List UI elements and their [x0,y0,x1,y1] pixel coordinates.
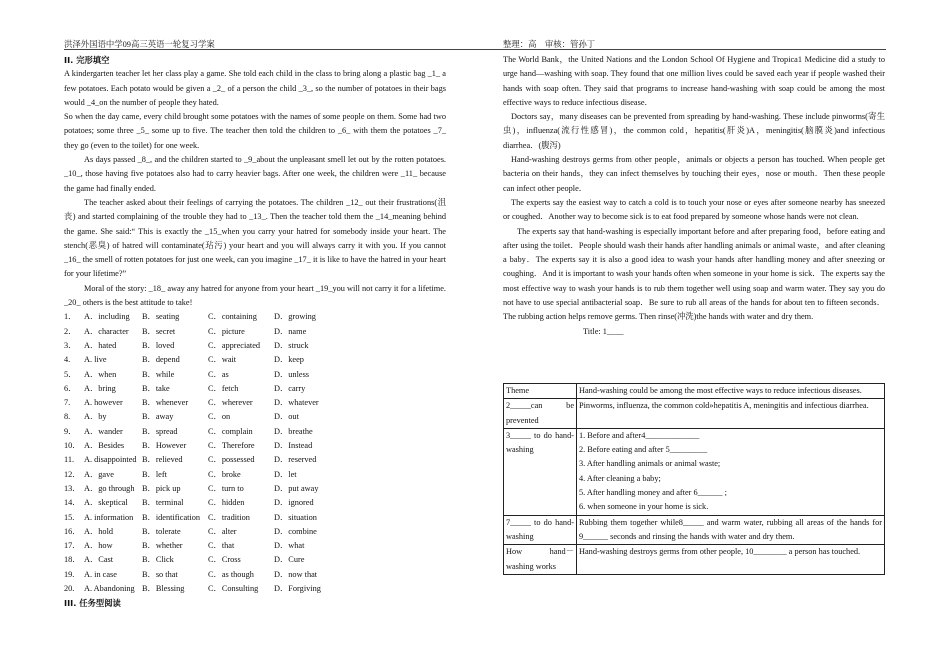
option-number: 1． [64,312,77,322]
table-content-cell [577,515,885,545]
table-label-cell: How hand－washing works [504,545,577,575]
option-choice: D．struck [274,340,309,350]
option-choice: D．Forgiving [274,583,321,593]
option-choice: B．spread [142,426,178,436]
option-number: 15. [64,512,75,522]
option-number: 18． [64,555,81,565]
option-number: 6． [64,383,77,393]
option-choice: A. Abandoning [84,583,135,593]
option-choice: C．as though [208,569,254,579]
option-choice: D．Instead [274,441,313,451]
option-choice: A．how [84,541,113,551]
cloze-options [64,310,446,596]
option-choice: B．seating [142,312,180,322]
option-choice: A．by [84,412,107,422]
table-label-cell: 7_____ to do hand-washing [504,515,577,545]
option-choice: B．whenever [142,398,189,408]
table-row [504,428,885,515]
option-choice: B．tolerate [142,526,181,536]
option-choice: D．reserved [274,455,317,465]
option-choice: A．when [84,369,117,379]
option-choice: B．depend [142,355,180,365]
option-choice: B．take [142,383,170,393]
option-choice: C．Consulting [208,583,259,593]
table-label-cell: 2_____can be prevented [504,399,577,429]
option-choice: C．wait [208,355,237,365]
table-content-line: Hand-washing could be among the most effective ways to reduce infectious diseases. [579,386,862,395]
option-choice: C．containing [208,312,257,322]
reading-section-title: III. 任务型阅读 [64,598,121,609]
option-choice: D．whatever [274,398,319,408]
option-choice: D．name [274,326,307,336]
option-number: 7. [64,398,71,408]
option-choice: D．growing [274,312,316,322]
option-row [64,410,446,424]
option-choice: D．ignored [274,498,314,508]
cloze-paragraph-2: So when the day came, every child brought some potatoes with the names of some people on them. Some had two potatoes; some three _5_ some up to five. The teacher then told the children to _6_ with them the potatoes _7_ they go (even to the toilet) for one week. [64,112,446,150]
option-choice: D．out [274,412,299,422]
option-choice: B．so that [142,569,178,579]
option-choice: B．relieved [142,455,183,465]
header-left: 洪泽外国语中学09高三英语一轮复习学案 [64,40,215,49]
header-rule [64,49,886,50]
option-choice: D．keep [274,355,304,365]
table-row [504,399,885,429]
table-content-cell [577,384,885,399]
option-row [64,425,446,439]
option-choice: C．turn to [208,483,244,493]
option-choice: C．picture [208,326,245,336]
task-table [503,383,885,575]
option-number: 19. [64,569,75,579]
table-content-cell [577,399,885,429]
option-choice: B．secret [142,326,176,336]
option-number: 4. [64,355,71,365]
table-row [504,545,885,575]
option-row [64,496,446,510]
option-row [64,396,446,410]
table-content-line: Hand-washing destroys germs from other people, 10________ a person has touched. [579,547,861,557]
option-choice: A. however [84,398,123,408]
task-title-line: Title: 1____ [583,326,624,336]
option-choice: B．identification [142,512,201,522]
option-number: 5． [64,369,77,379]
option-row [64,439,446,453]
option-choice: B．away [142,412,174,422]
option-choice: A．character [84,326,129,336]
option-number: 17． [64,541,81,551]
option-choice: D．carry [274,383,306,393]
option-choice: A. disappointed [84,455,137,465]
option-choice: D．put away [274,483,319,493]
option-choice: A. information [84,512,134,522]
option-choice: B．Click [142,555,174,565]
option-choice: A. in case [84,569,117,579]
option-number: 3． [64,340,77,350]
option-choice: C．that [208,541,235,551]
reading-paragraph-3: Hand-washing destroys germs from other people，animals or objects a person has touched. When people get bacteria on their hands，they can infect themselves by touching their eyes，nose or mouth．Then these people can infect other people． [503,155,885,193]
option-number: 11. [64,455,75,465]
option-row [64,339,446,353]
table-content-line: Pinworms, influenza, the common cold»hepatitis A, meningitis and infectious diarrhea. [579,401,869,411]
option-choice: B．terminal [142,498,184,508]
option-row [64,482,446,496]
option-number: 14． [64,498,81,508]
option-row [64,325,446,339]
table-content-cell [577,428,885,515]
option-choice: A．including [84,312,130,322]
option-row [64,553,446,567]
option-choice: C．possessed [208,455,255,465]
reading-paragraph-5: The experts say that hand-washing is especially important before and after preparing food，before eating and after using the toilet．People should wash their hands after handling animals or animal waste，and after cleaning a baby．The experts say it is also a good idea to wash your hands after handling money and after sneezing or coughing．And it is important to wash your hands often when someone in your home is sick．The experts say the most effective way to wash your hands is to rub them together well using soap and warm water. They say you do not have to use special antibacterial soap．Be sure to rub all areas of the hands for about ten to fifteen seconds．The rubbing action helps remove germs. Then rinse(冲洗)the hands with water and dry them. [503,226,885,322]
option-choice: B．However [142,441,187,451]
table-row [504,384,885,399]
header-right: 整理：高 审核：管孙丁 [503,40,596,49]
option-choice: A．gave [84,469,114,479]
option-choice: B．whether [142,541,183,551]
option-row [64,568,446,582]
option-row [64,382,446,396]
option-number: 2． [64,326,77,336]
option-choice: B．Blessing [142,583,185,593]
table-content-line: 5. After handling money and after 6______ ; [579,488,727,498]
option-row [64,453,446,467]
option-choice: C．hidden [208,498,245,508]
option-choice: D．unless [274,369,310,379]
table-content-line: 4. After cleaning a baby; [579,473,661,483]
option-choice: D．combine [274,526,317,536]
option-number: 9． [64,426,77,436]
cloze-paragraph-1: A kindergarten teacher let her class play a game. She told each child in the class to bring along a plastic bag _1_ a few potatoes. Each potato would be given a _2_ of a person the child _3_, so the number of potatoes in their bags would _4_on the number of people they hated. [64,69,446,107]
right-column [503,53,885,339]
option-row [64,511,446,525]
option-row [64,368,446,382]
option-number: 10． [64,441,81,451]
table-content-line: Rubbing them together while8_____ and warm water, rubbing all areas of the hands for 9______ seconds and rinsing the hands with water and dry them. [579,517,882,541]
option-choice: A．wander [84,426,123,436]
option-choice: A．Besides [84,441,125,451]
table-content-line: 1. Before and after4_____________ [579,430,700,440]
option-number: 8. [64,412,71,422]
option-row [64,525,446,539]
option-choice: D．let [274,469,297,479]
table-content-line: 2. Before eating and after 5_________ [579,445,708,455]
option-row [64,310,446,324]
option-number: 20. [64,583,75,593]
option-choice: C．broke [208,469,241,479]
option-choice: B．loved [142,340,175,350]
option-choice: C．as [208,369,229,379]
option-choice: B．pick up [142,483,181,493]
option-choice: B．while [142,369,175,379]
option-choice: A．go through [84,483,135,493]
option-choice: D．what [274,541,305,551]
table-content-line: 3. After handling animals or animal waste; [579,459,721,469]
option-choice: A．bring [84,383,116,393]
table-label-cell: 3_____ to do hand-washing [504,428,577,515]
option-choice: B．left [142,469,167,479]
reading-paragraph-4: The experts say the easiest way to catch a cold is to touch your nose or eyes after someone nearby has sneezed or coughed．Another way to become sick is to eat food prepared by someone whose hands were not clean. [503,197,885,222]
option-choice: C．Cross [208,555,241,565]
option-choice: A．Cast [84,555,114,565]
option-number: 16． [64,526,81,536]
table-content-line: 6. when someone in your home is sick. [579,502,709,512]
cloze-paragraph-4: The teacher asked about their feelings of carrying the potatoes. The children _12_ out their frustrations(沮丧) and started complaining of the trouble they had to _13_. Then the teacher told them the _14_meaning behind the game. She said:“ This is exactly the _15_when you carry your hatred for somebody inside your heart. The stench(恶臭) of hatred will contaminate(玷污) your heart and you will always carry it with you. If you cannot _16_ the smell of rotten potatoes for just one week, can you imagine _17_ it is like to have the hatred in your heart for your lifetime?” [64,197,446,279]
table-label-cell: Theme [504,384,577,399]
cloze-paragraph-3: As days passed _8_, and the children started to _9_about the unpleasant smell let out by the rotten potatoes. _10_, those having five potatoes also had to carry heavier bags. After one week, the children were _11_ because the game had finally ended. [64,155,446,193]
option-choice: D．Cure [274,555,305,565]
option-choice: D．now that [274,569,318,579]
option-choice: A．skeptical [84,498,128,508]
option-choice: C．wherever [208,398,253,408]
option-choice: A．hold [84,526,114,536]
left-column [64,53,446,611]
option-choice: C．Therefore [208,441,255,451]
option-choice: A．hated [84,340,117,350]
option-number: 13． [64,483,81,493]
table-row [504,515,885,545]
option-choice: D．breathe [274,426,313,436]
option-choice: C．appreciated [208,340,261,350]
option-number: 12． [64,469,81,479]
option-row [64,468,446,482]
reading-paragraph-1: The World Bank，the United Nations and the London School Of Hygiene and Tropica1 Medicine did a study to urge hand—washing with soap. They found that one million lives could be saved each year if people washed their hands with soap often. They said that programs to increase hand-washing with soap could be among the most effective ways to reduce infectious disease． [503,55,885,107]
reading-paragraph-2: Doctors say，many diseases can be prevented from spreading by hand-washing. These include pinworms(寄生虫)，influenza(流行性感冒)，the common cold，hepatitis(肝炎)A，meningitis(脑膜炎)and infectious diarrhea．(腹泻) [503,112,885,150]
option-choice: C．alter [208,526,237,536]
option-row [64,582,446,596]
cloze-paragraph-5: Moral of the story: _18_ away any hatred for anyone from your heart _19_you will not carry it for a lifetime. _20_ others is the best attitude to take! [64,283,446,308]
option-choice: C．complain [208,426,253,436]
option-choice: C．tradition [208,512,250,522]
option-choice: D．situation [274,512,317,522]
cloze-section-title: II. 完形填空 [64,55,110,65]
option-choice: C．fetch [208,383,239,393]
option-choice: A. live [84,355,107,365]
option-choice: C．on [208,412,231,422]
table-content-cell [577,545,885,575]
option-row [64,539,446,553]
option-row [64,353,446,367]
